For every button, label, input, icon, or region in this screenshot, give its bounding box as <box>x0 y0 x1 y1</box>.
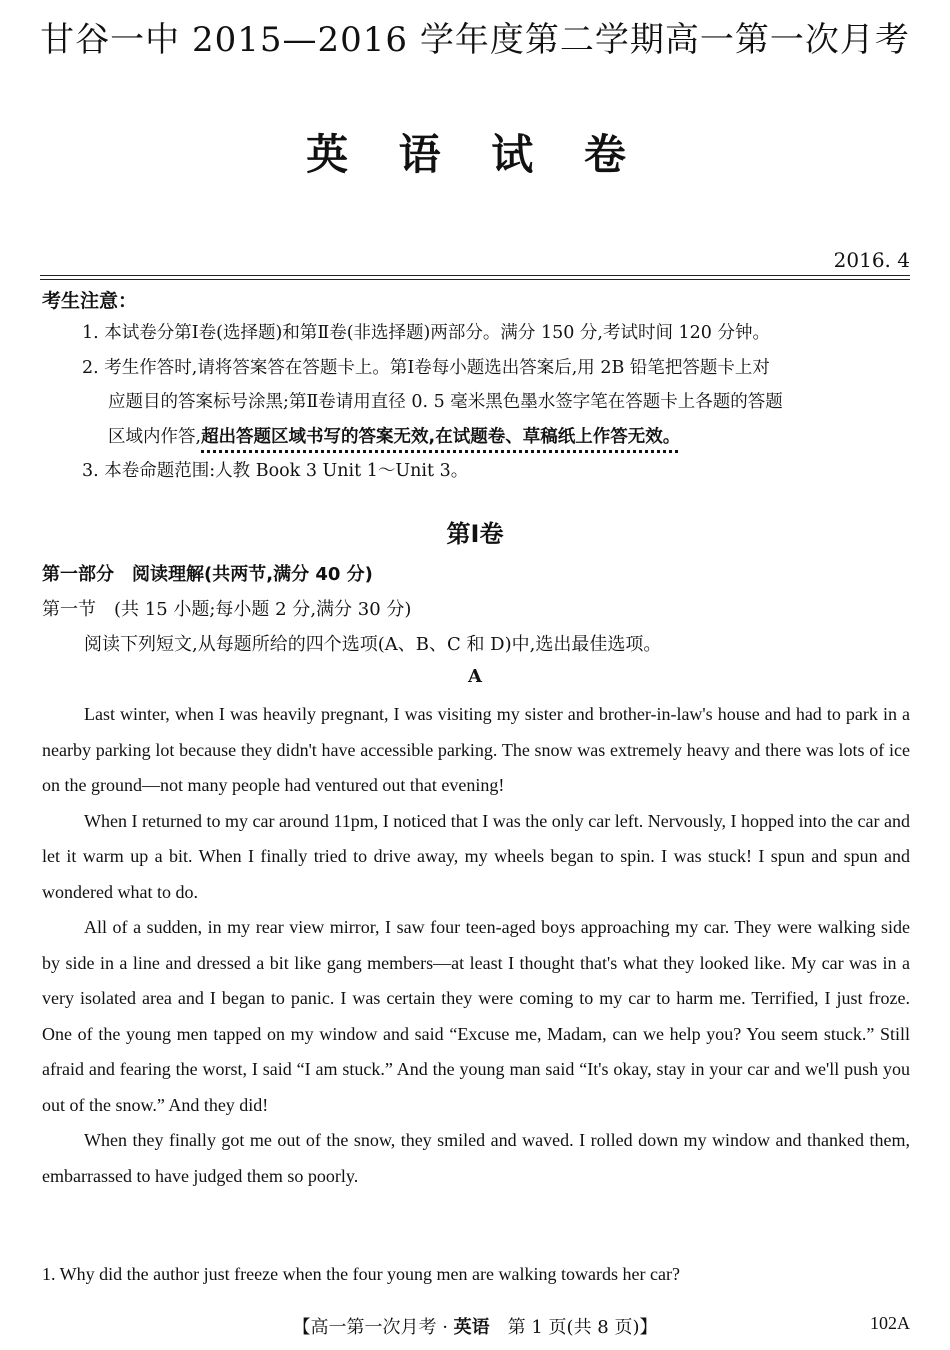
notice-item-2-line-3-text: 区域内作答, <box>108 426 202 447</box>
header-divider-bottom <box>40 279 910 280</box>
passage-paragraph: Last winter, when I was heavily pregnant, I was visiting my sister and brother-in-law's house and had to park in a nearby parking lot because they didn't have accessible parking. The snow was extremely heavy and there was lots of ice on the ground—not many people had ventured out that evening! <box>42 704 910 795</box>
passage-paragraph: All of a sudden, in my rear view mirror, I saw four teen-aged boys approaching my car. They were walking side by side in a line and dressed a bit like gang members—at least I thought that's what they looked like. My car was in a very isolated area and I began to panic. I was certain they were coming to my car to harm me. Terrified, I just froze. One of the young men tapped on my window and said “Excuse me, Madam, can we help you? You seem stuck.” Still afraid and fearing the worst, I said “I am stuck.” And the young man said “It's okay, stay in your car and we'll push you out of the snow.” And they did! <box>42 917 910 1115</box>
footer-left: 【高一第一次月考 · <box>292 1317 454 1338</box>
passage-paragraph: When they finally got me out of the snow, they smiled and waved. I rolled down my window and thanked them, embarrassed to have judged them so poorly. <box>42 1130 910 1186</box>
passage-paragraph: When I returned to my car around 11pm, I noticed that I was the only car left. Nervously, I hopped into the car and let it warm up a bit. When I finally tried to drive away, my wheels began to spin. I was stuck! I spun and spun and wondered what to do. <box>42 810 910 902</box>
subject-title: 英 语 试 卷 <box>306 130 644 179</box>
section-heading: 第一节 (共 15 小题;每小题 2 分,满分 30 分) <box>42 599 412 620</box>
footer-subject: 英语 <box>453 1317 490 1338</box>
volume-title: 第Ⅰ卷 <box>446 520 504 548</box>
notice-item-2-line-2: 应题目的答案标号涂黑;第Ⅱ卷请用直径 0. 5 毫米黑色墨水签字笔在答题卡上各题的答题 <box>108 392 783 412</box>
exam-date: 2016. 4 <box>833 248 910 272</box>
question-1: 1. Why did the author just freeze when the four young men are walking towards her car? <box>42 1264 680 1284</box>
notice-heading: 考生注意： <box>42 290 138 312</box>
notice-item-3: 3. 本卷命题范围:人教 Book 3 Unit 1～Unit 3。 <box>82 461 469 481</box>
notice-list <box>82 316 912 489</box>
passage-body <box>42 697 910 1194</box>
notice-item-2-line-1: 2. 考生作答时,请将答案答在答题卡上。第Ⅰ卷每小题选出答案后,用 2B 铅笔把答题卡上对 <box>82 357 770 378</box>
page-footer <box>0 1313 950 1339</box>
footer-page-info: 第 1 页(共 8 页)】 <box>489 1317 658 1338</box>
reading-instruction: 阅读下列短文,从每题所给的四个选项(A、B、C 和 D)中,选出最佳选项。 <box>84 634 662 655</box>
part-heading: 第一部分 阅读理解(共两节,满分 40 分) <box>42 564 373 585</box>
footer-code: 102A <box>870 1313 910 1333</box>
exam-title: 甘谷一中 2015—2016 学年度第二学期高一第一次月考 <box>40 20 910 60</box>
header-divider-top <box>40 275 910 276</box>
notice-item-1: 1. 本试卷分第Ⅰ卷(选择题)和第Ⅱ卷(非选择题)两部分。满分 150 分,考试时间 120 分钟。 <box>82 323 770 343</box>
notice-emphasis: 超出答题区域书写的答案无效,在试题卷、草稿纸上作答无效。 <box>201 426 681 447</box>
notice-item-2-line-3 <box>82 420 912 455</box>
passage-label: A <box>468 666 482 687</box>
notice-item-2 <box>82 351 912 455</box>
